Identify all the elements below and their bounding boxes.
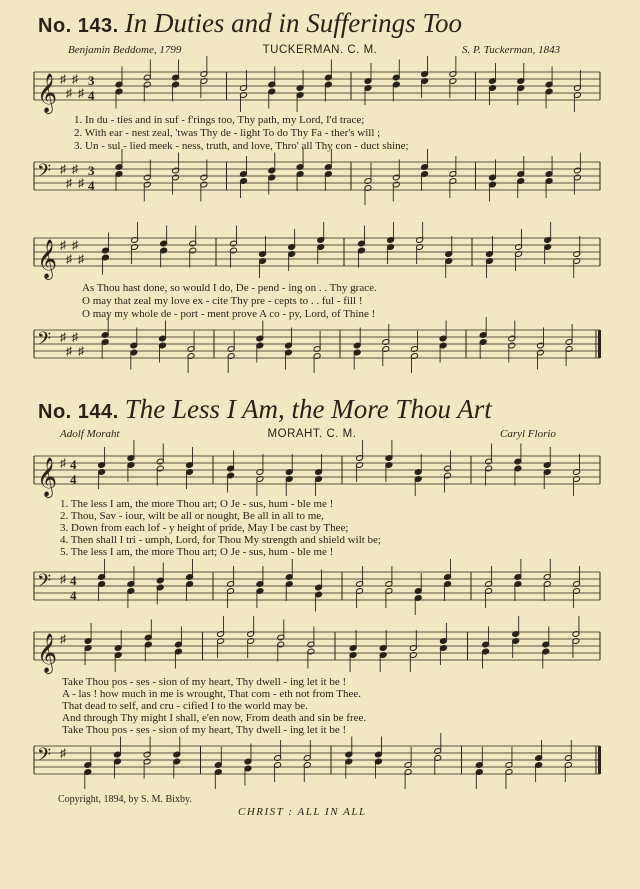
- sharp-icon: ♯: [60, 238, 66, 252]
- treble-clef-icon: 𝄞: [37, 239, 58, 279]
- tune-name: TUCKERMAN. C. M.: [262, 44, 378, 56]
- lyric-line: 2. With ear - nest zeal, 'twas Thy de - light To do Thy Fa - ther's will ;: [74, 127, 381, 139]
- lyric-line: That dead to self, and cru - cified I to the world may be.: [62, 700, 308, 712]
- sharp-icon: ♯: [72, 162, 78, 176]
- sharp-icon: ♯: [78, 344, 84, 358]
- lyric-line: 3. Un - sul - lied meek - ness, truth, and love, Thro' all Thy con - duct shine;: [74, 140, 409, 152]
- bass-clef-icon: 𝄢: [37, 329, 52, 354]
- sharp-icon: ♯: [66, 86, 72, 100]
- copyright-notice: Copyright, 1894, by S. M. Bixby.: [58, 794, 192, 805]
- hymn-number: No. 144.: [38, 401, 119, 423]
- sharp-icon: ♯: [66, 344, 72, 358]
- lyric-line: 3. Down from each lof - y height of pride, May I be cast by Thee;: [60, 522, 349, 534]
- treble-clef-icon: 𝄞: [37, 633, 58, 673]
- staff-bass: [0, 740, 640, 786]
- final-barline: [598, 746, 601, 774]
- sharp-icon: ♯: [60, 72, 66, 86]
- section-caption: CHRIST : ALL IN ALL: [238, 806, 367, 818]
- sharp-icon: ♯: [78, 86, 84, 100]
- sharp-icon: ♯: [72, 238, 78, 252]
- staff-bass: [0, 566, 640, 612]
- lyric-line: 1. The less I am, the more Thou art; O Je - sus, hum - ble me !: [60, 498, 334, 510]
- hymn-title: In Duties and in Sufferings Too: [124, 8, 462, 38]
- treble-clef-icon: 𝄞: [37, 457, 58, 497]
- hymn-composer: S. P. Tuckerman, 1843: [462, 44, 561, 56]
- sharp-icon: ♯: [60, 162, 66, 176]
- hymn-author: Adolf Moraht: [60, 428, 120, 440]
- time-signature: 4: [88, 178, 95, 193]
- lyric-line: 2. Thou, Sav - iour, wilt be all or nought, Be all in all to me,: [60, 510, 324, 522]
- staff-treble: [0, 66, 640, 112]
- sharp-icon: ♯: [66, 176, 72, 190]
- hymn-title: The Less I Am, the More Thou Art: [124, 394, 492, 424]
- time-signature: 4: [70, 472, 77, 487]
- hymn-143-heading: [38, 8, 462, 39]
- treble-clef-icon: 𝄞: [37, 73, 58, 113]
- lyric-line: Take Thou pos - ses - sion of my heart, Thy dwell - ing let it be !: [62, 724, 347, 736]
- lyric-line: And through Thy might I shall, e'en now, From death and sin be free.: [62, 712, 367, 724]
- staff-bass: [0, 324, 640, 370]
- lyric-line: O may my whole de - port - ment prove A co - py, Lord, of Thine !: [82, 308, 376, 320]
- sharp-icon: ♯: [66, 252, 72, 266]
- time-signature: 3: [88, 73, 95, 88]
- staff-bass: [0, 156, 640, 202]
- sharp-icon: ♯: [60, 330, 66, 344]
- time-signature: 4: [70, 573, 77, 588]
- time-signature: 4: [70, 457, 77, 472]
- time-signature: 4: [70, 588, 77, 603]
- sharp-icon: ♯: [78, 252, 84, 266]
- hymn-composer: Caryl Florio: [500, 428, 556, 440]
- hymn-144-heading: [38, 394, 492, 425]
- time-signature: 3: [88, 163, 95, 178]
- hymn-author: Benjamin Beddome, 1799: [68, 44, 182, 56]
- sharp-icon: ♯: [72, 72, 78, 86]
- tune-name: MORAHT. C. M.: [267, 428, 357, 440]
- staff-treble: [0, 450, 640, 496]
- sharp-icon: ♯: [78, 176, 84, 190]
- staff-treble: [0, 626, 640, 672]
- hymn-number: No. 143.: [38, 15, 119, 37]
- bass-clef-icon: 𝄢: [37, 571, 52, 596]
- bass-clef-icon: 𝄢: [37, 745, 52, 770]
- sharp-icon: ♯: [60, 632, 66, 646]
- lyric-line: O may that zeal my love ex - cite Thy pre - cepts to . . ful - fill !: [82, 295, 363, 307]
- sharp-icon: ♯: [60, 572, 66, 586]
- sharp-icon: ♯: [72, 330, 78, 344]
- time-signature: 4: [88, 88, 95, 103]
- lyric-line: As Thou hast done, so would I do, De - pend - ing on . . Thy grace.: [82, 282, 377, 294]
- sharp-icon: ♯: [60, 746, 66, 760]
- lyric-line: A - las ! how much in me is wrought, That com - eth not from Thee.: [62, 688, 361, 700]
- sharp-icon: ♯: [60, 456, 66, 470]
- staff-treble: [0, 232, 640, 278]
- lyric-line: 5. The less I am, the more Thou art; O Je - sus, hum - ble me !: [60, 546, 334, 558]
- final-barline: [598, 330, 601, 358]
- lyric-line: 4. Then shall I tri - umph, Lord, for Thou My strength and shield wilt be;: [60, 534, 381, 546]
- bass-clef-icon: 𝄢: [37, 161, 52, 186]
- lyric-line: Take Thou pos - ses - sion of my heart, Thy dwell - ing let it be !: [62, 676, 347, 688]
- lyric-line: 1. In du - ties and in suf - f'rings too, Thy path, my Lord, I'd trace;: [74, 114, 365, 126]
